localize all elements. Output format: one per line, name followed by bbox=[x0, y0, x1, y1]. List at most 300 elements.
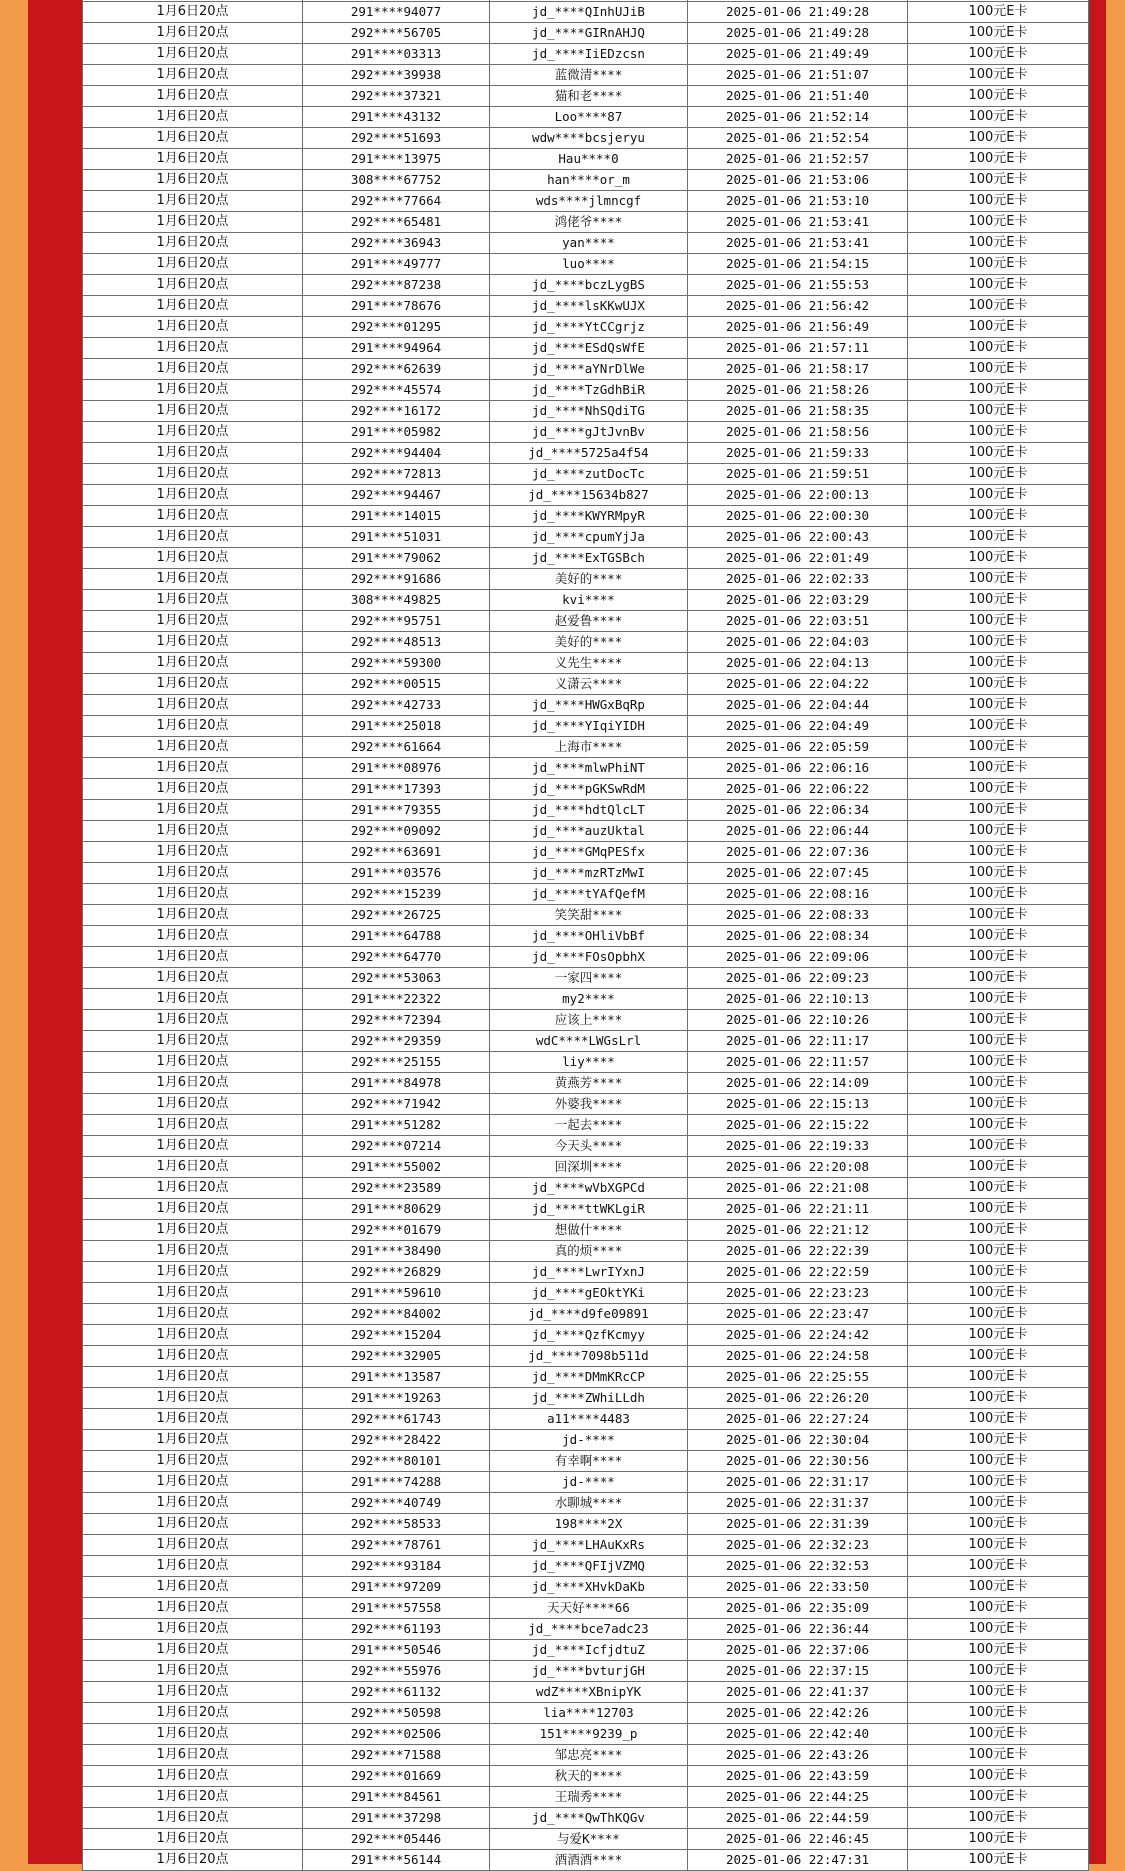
phone-cell: 291****05982 bbox=[303, 422, 490, 443]
phone-cell: 291****19263 bbox=[303, 1388, 490, 1409]
table-row bbox=[83, 1493, 1089, 1514]
prize-cell: 100元E卡 bbox=[908, 1241, 1089, 1262]
prize-cell: 100元E卡 bbox=[908, 170, 1089, 191]
phone-cell: 291****14015 bbox=[303, 506, 490, 527]
nickname-cell: jd_****YIqiYIDH bbox=[490, 716, 688, 737]
time-cell: 2025-01-06 22:25:55 bbox=[688, 1367, 908, 1388]
table-row bbox=[83, 1220, 1089, 1241]
phone-cell: 292****37321 bbox=[303, 86, 490, 107]
nickname-cell: jd_****d9fe09891 bbox=[490, 1304, 688, 1325]
table-row bbox=[83, 107, 1089, 128]
table-row bbox=[83, 485, 1089, 506]
phone-cell: 291****74288 bbox=[303, 1472, 490, 1493]
time-cell: 2025-01-06 21:56:42 bbox=[688, 296, 908, 317]
nickname-cell: jd_****HWGxBqRp bbox=[490, 695, 688, 716]
prize-cell: 100元E卡 bbox=[908, 611, 1089, 632]
phone-cell: 292****95751 bbox=[303, 611, 490, 632]
nickname-cell: 鸿佬爷**** bbox=[490, 212, 688, 233]
nickname-cell: jd_****bczLygBS bbox=[490, 275, 688, 296]
nickname-cell: jd_****mlwPhiNT bbox=[490, 758, 688, 779]
phone-cell: 292****80101 bbox=[303, 1451, 490, 1472]
round-cell: 1月6日20点 bbox=[83, 569, 303, 590]
time-cell: 2025-01-06 22:02:33 bbox=[688, 569, 908, 590]
prize-cell: 100元E卡 bbox=[908, 1640, 1089, 1661]
table-row bbox=[83, 1766, 1089, 1787]
phone-cell: 292****55976 bbox=[303, 1661, 490, 1682]
table-row bbox=[83, 758, 1089, 779]
table-row bbox=[83, 296, 1089, 317]
time-cell: 2025-01-06 22:00:13 bbox=[688, 485, 908, 506]
nickname-cell: 猫和老**** bbox=[490, 86, 688, 107]
table-row bbox=[83, 23, 1089, 44]
table-row bbox=[83, 1052, 1089, 1073]
table-row bbox=[83, 1661, 1089, 1682]
prize-cell: 100元E卡 bbox=[908, 863, 1089, 884]
table-row bbox=[83, 779, 1089, 800]
time-cell: 2025-01-06 22:43:26 bbox=[688, 1745, 908, 1766]
nickname-cell: 应该上**** bbox=[490, 1010, 688, 1031]
prize-cell: 100元E卡 bbox=[908, 779, 1089, 800]
prize-cell: 100元E卡 bbox=[908, 401, 1089, 422]
time-cell: 2025-01-06 22:05:59 bbox=[688, 737, 908, 758]
table-row bbox=[83, 1619, 1089, 1640]
time-cell: 2025-01-06 21:59:33 bbox=[688, 443, 908, 464]
prize-cell: 100元E卡 bbox=[908, 1388, 1089, 1409]
time-cell: 2025-01-06 21:53:06 bbox=[688, 170, 908, 191]
round-cell: 1月6日20点 bbox=[83, 1598, 303, 1619]
phone-cell: 292****01679 bbox=[303, 1220, 490, 1241]
phone-cell: 291****51031 bbox=[303, 527, 490, 548]
prize-cell: 100元E卡 bbox=[908, 23, 1089, 44]
table-row bbox=[83, 128, 1089, 149]
phone-cell: 291****78676 bbox=[303, 296, 490, 317]
phone-cell: 308****67752 bbox=[303, 170, 490, 191]
prize-cell: 100元E卡 bbox=[908, 1514, 1089, 1535]
phone-cell: 291****38490 bbox=[303, 1241, 490, 1262]
round-cell: 1月6日20点 bbox=[83, 65, 303, 86]
time-cell: 2025-01-06 22:30:04 bbox=[688, 1430, 908, 1451]
table-row bbox=[83, 443, 1089, 464]
table-row bbox=[83, 1136, 1089, 1157]
time-cell: 2025-01-06 22:31:37 bbox=[688, 1493, 908, 1514]
prize-cell: 100元E卡 bbox=[908, 107, 1089, 128]
nickname-cell: 秋天的**** bbox=[490, 1766, 688, 1787]
table-row bbox=[83, 65, 1089, 86]
time-cell: 2025-01-06 22:46:45 bbox=[688, 1829, 908, 1850]
phone-cell: 291****17393 bbox=[303, 779, 490, 800]
table-row bbox=[83, 254, 1089, 275]
table-row bbox=[83, 317, 1089, 338]
time-cell: 2025-01-06 22:22:59 bbox=[688, 1262, 908, 1283]
prize-cell: 100元E卡 bbox=[908, 1745, 1089, 1766]
round-cell: 1月6日20点 bbox=[83, 401, 303, 422]
nickname-cell: 义先生**** bbox=[490, 653, 688, 674]
time-cell: 2025-01-06 22:15:13 bbox=[688, 1094, 908, 1115]
time-cell: 2025-01-06 21:57:11 bbox=[688, 338, 908, 359]
nickname-cell: 笑笑甜**** bbox=[490, 905, 688, 926]
table-row bbox=[83, 947, 1089, 968]
nickname-cell: 一起去**** bbox=[490, 1115, 688, 1136]
phone-cell: 292****51693 bbox=[303, 128, 490, 149]
round-cell: 1月6日20点 bbox=[83, 107, 303, 128]
round-cell: 1月6日20点 bbox=[83, 464, 303, 485]
time-cell: 2025-01-06 22:10:13 bbox=[688, 989, 908, 1010]
table-row bbox=[83, 968, 1089, 989]
nickname-cell: 黄燕芳**** bbox=[490, 1073, 688, 1094]
prize-cell: 100元E卡 bbox=[908, 968, 1089, 989]
nickname-cell: jd_****LwrIYxnJ bbox=[490, 1262, 688, 1283]
phone-cell: 291****56144 bbox=[303, 1850, 490, 1871]
prize-cell: 100元E卡 bbox=[908, 44, 1089, 65]
table-row bbox=[83, 359, 1089, 380]
phone-cell: 292****16172 bbox=[303, 401, 490, 422]
round-cell: 1月6日20点 bbox=[83, 653, 303, 674]
nickname-cell: jd-**** bbox=[490, 1430, 688, 1451]
round-cell: 1月6日20点 bbox=[83, 1241, 303, 1262]
nickname-cell: 今天头**** bbox=[490, 1136, 688, 1157]
time-cell: 2025-01-06 22:33:50 bbox=[688, 1577, 908, 1598]
prize-cell: 100元E卡 bbox=[908, 1451, 1089, 1472]
time-cell: 2025-01-06 22:37:15 bbox=[688, 1661, 908, 1682]
phone-cell: 291****84561 bbox=[303, 1787, 490, 1808]
phone-cell: 292****07214 bbox=[303, 1136, 490, 1157]
round-cell: 1月6日20点 bbox=[83, 926, 303, 947]
phone-cell: 292****91686 bbox=[303, 569, 490, 590]
nickname-cell: jd_****15634b827 bbox=[490, 485, 688, 506]
table-row bbox=[83, 1241, 1089, 1262]
round-cell: 1月6日20点 bbox=[83, 359, 303, 380]
table-row bbox=[83, 632, 1089, 653]
round-cell: 1月6日20点 bbox=[83, 1073, 303, 1094]
prize-cell: 100元E卡 bbox=[908, 149, 1089, 170]
phone-cell: 292****62639 bbox=[303, 359, 490, 380]
time-cell: 2025-01-06 22:06:22 bbox=[688, 779, 908, 800]
table-row bbox=[83, 1388, 1089, 1409]
nickname-cell: jd_****7098b511d bbox=[490, 1346, 688, 1367]
round-cell: 1月6日20点 bbox=[83, 1388, 303, 1409]
nickname-cell: jd_****DMmKRcCP bbox=[490, 1367, 688, 1388]
nickname-cell: jd_****gJtJvnBv bbox=[490, 422, 688, 443]
time-cell: 2025-01-06 22:11:17 bbox=[688, 1031, 908, 1052]
table-row bbox=[83, 212, 1089, 233]
round-cell: 1月6日20点 bbox=[83, 1745, 303, 1766]
phone-cell: 291****84978 bbox=[303, 1073, 490, 1094]
time-cell: 2025-01-06 22:42:40 bbox=[688, 1724, 908, 1745]
phone-cell: 291****13975 bbox=[303, 149, 490, 170]
phone-cell: 291****25018 bbox=[303, 716, 490, 737]
nickname-cell: 外婆我**** bbox=[490, 1094, 688, 1115]
nickname-cell: jd_****TzGdhBiR bbox=[490, 380, 688, 401]
time-cell: 2025-01-06 21:49:28 bbox=[688, 2, 908, 23]
table-row bbox=[83, 1031, 1089, 1052]
nickname-cell: jd_****NhSQdiTG bbox=[490, 401, 688, 422]
round-cell: 1月6日20点 bbox=[83, 1472, 303, 1493]
phone-cell: 292****71942 bbox=[303, 1094, 490, 1115]
nickname-cell: jd_****5725a4f54 bbox=[490, 443, 688, 464]
table-row bbox=[83, 1556, 1089, 1577]
table-row bbox=[83, 1304, 1089, 1325]
nickname-cell: 美好的**** bbox=[490, 569, 688, 590]
nickname-cell: jd_****bce7adc23 bbox=[490, 1619, 688, 1640]
phone-cell: 291****57558 bbox=[303, 1598, 490, 1619]
nickname-cell: kvi**** bbox=[490, 590, 688, 611]
round-cell: 1月6日20点 bbox=[83, 1493, 303, 1514]
prize-cell: 100元E卡 bbox=[908, 1703, 1089, 1724]
round-cell: 1月6日20点 bbox=[83, 1808, 303, 1829]
table-row bbox=[83, 1346, 1089, 1367]
time-cell: 2025-01-06 22:27:24 bbox=[688, 1409, 908, 1430]
table-row bbox=[83, 422, 1089, 443]
time-cell: 2025-01-06 22:30:56 bbox=[688, 1451, 908, 1472]
prize-cell: 100元E卡 bbox=[908, 191, 1089, 212]
prize-cell: 100元E卡 bbox=[908, 1472, 1089, 1493]
nickname-cell: jd_****hdtQlcLT bbox=[490, 800, 688, 821]
table-row bbox=[83, 1430, 1089, 1451]
table-row bbox=[83, 233, 1089, 254]
prize-cell: 100元E卡 bbox=[908, 1535, 1089, 1556]
nickname-cell: jd_****bvturjGH bbox=[490, 1661, 688, 1682]
round-cell: 1月6日20点 bbox=[83, 254, 303, 275]
round-cell: 1月6日20点 bbox=[83, 338, 303, 359]
table-row bbox=[83, 380, 1089, 401]
table-row bbox=[83, 905, 1089, 926]
round-cell: 1月6日20点 bbox=[83, 737, 303, 758]
phone-cell: 291****59610 bbox=[303, 1283, 490, 1304]
phone-cell: 292****01669 bbox=[303, 1766, 490, 1787]
time-cell: 2025-01-06 22:47:31 bbox=[688, 1850, 908, 1871]
nickname-cell: jd_****YtCCgrjz bbox=[490, 317, 688, 338]
phone-cell: 292****61664 bbox=[303, 737, 490, 758]
phone-cell: 292****48513 bbox=[303, 632, 490, 653]
round-cell: 1月6日20点 bbox=[83, 716, 303, 737]
prize-cell: 100元E卡 bbox=[908, 233, 1089, 254]
time-cell: 2025-01-06 22:06:44 bbox=[688, 821, 908, 842]
prize-cell: 100元E卡 bbox=[908, 1409, 1089, 1430]
prize-cell: 100元E卡 bbox=[908, 464, 1089, 485]
round-cell: 1月6日20点 bbox=[83, 590, 303, 611]
prize-cell: 100元E卡 bbox=[908, 506, 1089, 527]
table-row bbox=[83, 1094, 1089, 1115]
table-row bbox=[83, 737, 1089, 758]
round-cell: 1月6日20点 bbox=[83, 1031, 303, 1052]
round-cell: 1月6日20点 bbox=[83, 275, 303, 296]
phone-cell: 291****22322 bbox=[303, 989, 490, 1010]
nickname-cell: 义潇云**** bbox=[490, 674, 688, 695]
round-cell: 1月6日20点 bbox=[83, 1262, 303, 1283]
table-row bbox=[83, 506, 1089, 527]
nickname-cell: jd_****LHAuKxRs bbox=[490, 1535, 688, 1556]
table-row bbox=[83, 1850, 1089, 1871]
nickname-cell: yan**** bbox=[490, 233, 688, 254]
nickname-cell: jd_****aYNrDlWe bbox=[490, 359, 688, 380]
phone-cell: 292****45574 bbox=[303, 380, 490, 401]
time-cell: 2025-01-06 22:32:23 bbox=[688, 1535, 908, 1556]
winner-table-body bbox=[83, 0, 1089, 1871]
phone-cell: 292****09092 bbox=[303, 821, 490, 842]
phone-cell: 291****08976 bbox=[303, 758, 490, 779]
time-cell: 2025-01-06 22:44:25 bbox=[688, 1787, 908, 1808]
prize-cell: 100元E卡 bbox=[908, 1283, 1089, 1304]
prize-cell: 100元E卡 bbox=[908, 989, 1089, 1010]
round-cell: 1月6日20点 bbox=[83, 1640, 303, 1661]
round-cell: 1月6日20点 bbox=[83, 1325, 303, 1346]
time-cell: 2025-01-06 22:24:42 bbox=[688, 1325, 908, 1346]
time-cell: 2025-01-06 21:58:26 bbox=[688, 380, 908, 401]
table-row bbox=[83, 590, 1089, 611]
table-row bbox=[83, 821, 1089, 842]
table-row bbox=[83, 1577, 1089, 1598]
winner-table bbox=[82, 0, 1089, 1871]
time-cell: 2025-01-06 22:43:59 bbox=[688, 1766, 908, 1787]
time-cell: 2025-01-06 22:08:33 bbox=[688, 905, 908, 926]
table-row bbox=[83, 527, 1089, 548]
round-cell: 1月6日20点 bbox=[83, 170, 303, 191]
time-cell: 2025-01-06 21:58:35 bbox=[688, 401, 908, 422]
phone-cell: 292****50598 bbox=[303, 1703, 490, 1724]
prize-cell: 100元E卡 bbox=[908, 1493, 1089, 1514]
table-row bbox=[83, 653, 1089, 674]
prize-cell: 100元E卡 bbox=[908, 317, 1089, 338]
round-cell: 1月6日20点 bbox=[83, 443, 303, 464]
prize-cell: 100元E卡 bbox=[908, 1010, 1089, 1031]
table-row bbox=[83, 1724, 1089, 1745]
phone-cell: 291****49777 bbox=[303, 254, 490, 275]
nickname-cell: 美好的**** bbox=[490, 632, 688, 653]
prize-cell: 100元E卡 bbox=[908, 1094, 1089, 1115]
round-cell: 1月6日20点 bbox=[83, 548, 303, 569]
table-row bbox=[83, 716, 1089, 737]
time-cell: 2025-01-06 22:08:16 bbox=[688, 884, 908, 905]
nickname-cell: jd_****QFIjVZMQ bbox=[490, 1556, 688, 1577]
time-cell: 2025-01-06 22:31:39 bbox=[688, 1514, 908, 1535]
nickname-cell: 蓝微清**** bbox=[490, 65, 688, 86]
round-cell: 1月6日20点 bbox=[83, 800, 303, 821]
table-row bbox=[83, 1829, 1089, 1850]
round-cell: 1月6日20点 bbox=[83, 233, 303, 254]
phone-cell: 291****13587 bbox=[303, 1367, 490, 1388]
round-cell: 1月6日20点 bbox=[83, 968, 303, 989]
nickname-cell: jd_****lsKKwUJX bbox=[490, 296, 688, 317]
round-cell: 1月6日20点 bbox=[83, 1052, 303, 1073]
round-cell: 1月6日20点 bbox=[83, 1178, 303, 1199]
round-cell: 1月6日20点 bbox=[83, 380, 303, 401]
time-cell: 2025-01-06 22:44:59 bbox=[688, 1808, 908, 1829]
phone-cell: 291****79355 bbox=[303, 800, 490, 821]
time-cell: 2025-01-06 22:23:23 bbox=[688, 1283, 908, 1304]
prize-cell: 100元E卡 bbox=[908, 1808, 1089, 1829]
table-row bbox=[83, 1787, 1089, 1808]
round-cell: 1月6日20点 bbox=[83, 422, 303, 443]
round-cell: 1月6日20点 bbox=[83, 1283, 303, 1304]
round-cell: 1月6日20点 bbox=[83, 905, 303, 926]
phone-cell: 292****00515 bbox=[303, 674, 490, 695]
phone-cell: 292****05446 bbox=[303, 1829, 490, 1850]
round-cell: 1月6日20点 bbox=[83, 1619, 303, 1640]
nickname-cell: han****or_m bbox=[490, 170, 688, 191]
prize-cell: 100元E卡 bbox=[908, 695, 1089, 716]
table-row bbox=[83, 1325, 1089, 1346]
nickname-cell: jd-**** bbox=[490, 1472, 688, 1493]
prize-cell: 100元E卡 bbox=[908, 737, 1089, 758]
nickname-cell: 天天好****66 bbox=[490, 1598, 688, 1619]
table-row bbox=[83, 170, 1089, 191]
table-row bbox=[83, 1682, 1089, 1703]
prize-cell: 100元E卡 bbox=[908, 548, 1089, 569]
table-row bbox=[83, 44, 1089, 65]
phone-cell: 292****84002 bbox=[303, 1304, 490, 1325]
nickname-cell: jd_****ttWKLgiR bbox=[490, 1199, 688, 1220]
time-cell: 2025-01-06 22:41:37 bbox=[688, 1682, 908, 1703]
phone-cell: 292****53063 bbox=[303, 968, 490, 989]
round-cell: 1月6日20点 bbox=[83, 632, 303, 653]
time-cell: 2025-01-06 22:10:26 bbox=[688, 1010, 908, 1031]
time-cell: 2025-01-06 22:08:34 bbox=[688, 926, 908, 947]
prize-cell: 100元E卡 bbox=[908, 947, 1089, 968]
time-cell: 2025-01-06 22:03:51 bbox=[688, 611, 908, 632]
prize-cell: 100元E卡 bbox=[908, 1367, 1089, 1388]
table-row bbox=[83, 1598, 1089, 1619]
table-row bbox=[83, 149, 1089, 170]
table-row bbox=[83, 1451, 1089, 1472]
time-cell: 2025-01-06 21:58:56 bbox=[688, 422, 908, 443]
time-cell: 2025-01-06 22:07:45 bbox=[688, 863, 908, 884]
phone-cell: 291****79062 bbox=[303, 548, 490, 569]
phone-cell: 292****42733 bbox=[303, 695, 490, 716]
time-cell: 2025-01-06 22:09:23 bbox=[688, 968, 908, 989]
nickname-cell: 真的烦**** bbox=[490, 1241, 688, 1262]
round-cell: 1月6日20点 bbox=[83, 506, 303, 527]
time-cell: 2025-01-06 22:21:08 bbox=[688, 1178, 908, 1199]
table-row bbox=[83, 926, 1089, 947]
prize-cell: 100元E卡 bbox=[908, 1556, 1089, 1577]
table-row bbox=[83, 1472, 1089, 1493]
phone-cell: 292****26829 bbox=[303, 1262, 490, 1283]
time-cell: 2025-01-06 22:06:34 bbox=[688, 800, 908, 821]
table-row bbox=[83, 1535, 1089, 1556]
prize-cell: 100元E卡 bbox=[908, 1430, 1089, 1451]
phone-cell: 292****87238 bbox=[303, 275, 490, 296]
phone-cell: 292****02506 bbox=[303, 1724, 490, 1745]
phone-cell: 291****03313 bbox=[303, 44, 490, 65]
phone-cell: 291****97209 bbox=[303, 1577, 490, 1598]
time-cell: 2025-01-06 22:14:09 bbox=[688, 1073, 908, 1094]
prize-cell: 100元E卡 bbox=[908, 1787, 1089, 1808]
time-cell: 2025-01-06 22:03:29 bbox=[688, 590, 908, 611]
prize-cell: 100元E卡 bbox=[908, 1619, 1089, 1640]
prize-cell: 100元E卡 bbox=[908, 380, 1089, 401]
time-cell: 2025-01-06 21:53:10 bbox=[688, 191, 908, 212]
nickname-cell: my2**** bbox=[490, 989, 688, 1010]
nickname-cell: wdw****bcsjeryu bbox=[490, 128, 688, 149]
time-cell: 2025-01-06 22:20:08 bbox=[688, 1157, 908, 1178]
round-cell: 1月6日20点 bbox=[83, 1535, 303, 1556]
table-row bbox=[83, 2, 1089, 23]
round-cell: 1月6日20点 bbox=[83, 1577, 303, 1598]
nickname-cell: jd_****GMqPESfx bbox=[490, 842, 688, 863]
phone-cell: 292****93184 bbox=[303, 1556, 490, 1577]
nickname-cell: Hau****0 bbox=[490, 149, 688, 170]
phone-cell: 292****15239 bbox=[303, 884, 490, 905]
red-frame bbox=[28, 0, 1106, 1867]
time-cell: 2025-01-06 21:51:40 bbox=[688, 86, 908, 107]
prize-cell: 100元E卡 bbox=[908, 905, 1089, 926]
round-cell: 1月6日20点 bbox=[83, 485, 303, 506]
nickname-cell: jd_****gEOktYKi bbox=[490, 1283, 688, 1304]
time-cell: 2025-01-06 21:49:28 bbox=[688, 23, 908, 44]
prize-cell: 100元E卡 bbox=[908, 716, 1089, 737]
table-row bbox=[83, 1157, 1089, 1178]
phone-cell: 292****71588 bbox=[303, 1745, 490, 1766]
